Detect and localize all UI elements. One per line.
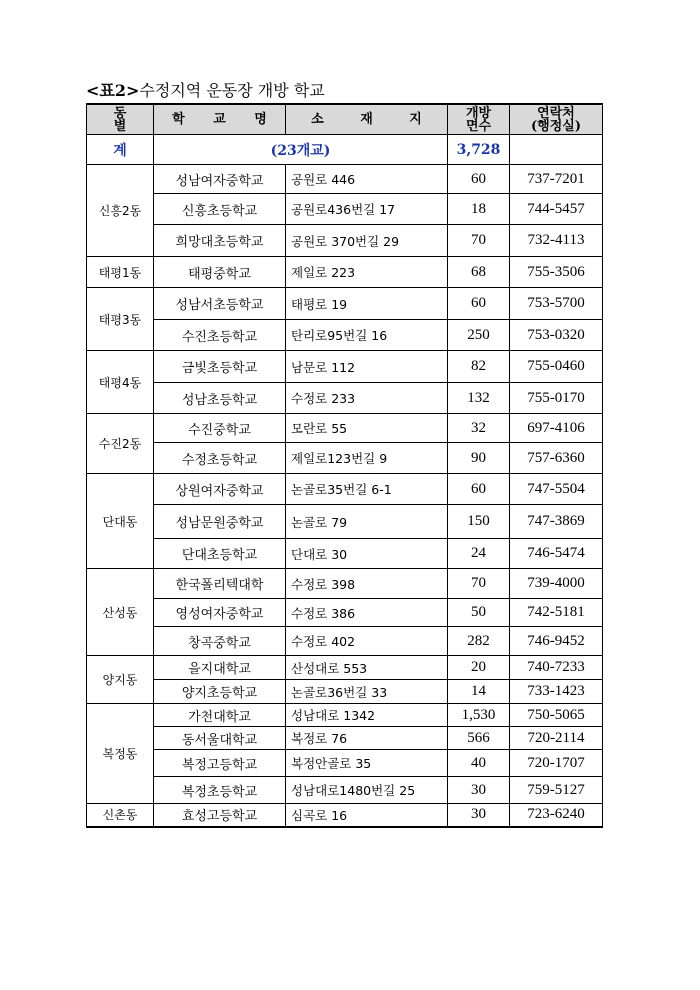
school-cell: 동서울대학교 [154,727,286,750]
school-cell: 금빛초등학교 [154,351,286,383]
phone-cell: 750-5065 [510,704,603,727]
count-cell: 82 [448,351,510,383]
address-cell: 심곡로 16 [286,804,448,827]
school-cell: 한국폴리텍대학 [154,569,286,599]
address-cell: 성남대로 1342 [286,704,448,727]
total-blank [510,135,603,165]
phone-cell: 747-5504 [510,474,603,505]
phone-cell: 755-3506 [510,257,603,288]
phone-cell: 742-5181 [510,599,603,627]
school-cell: 수진초등학교 [154,320,286,351]
address-cell: 태평로 19 [286,288,448,320]
caption-text: 수정지역 운동장 개방 학교 [139,81,325,100]
phone-cell: 733-1423 [510,680,603,704]
school-cell: 효성고등학교 [154,804,286,827]
school-cell: 상원여자중학교 [154,474,286,505]
table-row [87,680,603,704]
phone-cell: 747-3869 [510,505,603,539]
total-label: 계 [87,135,154,165]
count-cell: 68 [448,257,510,288]
dong-cell: 태평4동 [87,351,154,414]
table-row [87,474,603,505]
school-cell: 성남여자중학교 [154,165,286,194]
phone-cell: 755-0170 [510,383,603,414]
phone-cell: 737-7201 [510,165,603,194]
count-cell: 132 [448,383,510,414]
school-cell: 창곡중학교 [154,627,286,656]
header-row [87,104,603,135]
count-cell: 90 [448,443,510,474]
dong-cell: 수진2동 [87,414,154,474]
phone-cell: 744-5457 [510,194,603,225]
school-cell: 성남문원중학교 [154,505,286,539]
table-row [87,194,603,225]
header-contact [510,104,603,135]
table-row [87,351,603,383]
header-count-line2: 면수 [465,118,492,134]
dong-cell: 양지동 [87,656,154,704]
dong-cell: 신흥2동 [87,165,154,257]
count-cell: 250 [448,320,510,351]
dong-cell: 태평1동 [87,257,154,288]
address-cell: 논골로36번길 33 [286,680,448,704]
phone-cell: 697-4106 [510,414,603,443]
address-cell: 공원로 446 [286,165,448,194]
table-row [87,727,603,750]
table-row [87,505,603,539]
dong-cell: 단대동 [87,474,154,569]
table-row [87,599,603,627]
school-cell: 신흥초등학교 [154,194,286,225]
address-cell: 공원로436번길 17 [286,194,448,225]
count-cell: 18 [448,194,510,225]
address-cell: 제일로123번길 9 [286,443,448,474]
total-schools: (23개교) [154,135,448,165]
school-cell: 수진중학교 [154,414,286,443]
table-row [87,320,603,351]
school-cell: 성남서초등학교 [154,288,286,320]
dong-cell: 신촌동 [87,804,154,827]
school-cell: 영성여자중학교 [154,599,286,627]
phone-cell: 720-1707 [510,750,603,777]
dong-cell: 태평3동 [87,288,154,351]
phone-cell: 755-0460 [510,351,603,383]
school-cell: 수정초등학교 [154,443,286,474]
phone-cell: 753-5700 [510,288,603,320]
count-cell: 566 [448,727,510,750]
phone-cell: 753-0320 [510,320,603,351]
count-cell: 70 [448,225,510,257]
count-cell: 60 [448,288,510,320]
address-cell: 공원로 370번길 29 [286,225,448,257]
address-cell: 남문로 112 [286,351,448,383]
header-school: 학 교 명 [154,104,286,135]
school-cell: 태평중학교 [154,257,286,288]
header-contact-line2: (행정실) [531,118,581,134]
count-cell: 40 [448,750,510,777]
table-row [87,165,603,194]
phone-cell: 720-2114 [510,727,603,750]
count-cell: 70 [448,569,510,599]
count-cell: 32 [448,414,510,443]
dong-cell: 산성동 [87,569,154,656]
phone-cell: 740-7233 [510,656,603,680]
table-row [87,257,603,288]
phone-cell: 723-6240 [510,804,603,827]
phone-cell: 757-6360 [510,443,603,474]
table-row [87,288,603,320]
total-count: 3,728 [448,135,510,165]
phone-cell: 739-4000 [510,569,603,599]
address-cell: 수정로 386 [286,599,448,627]
header-count [448,104,510,135]
caption-prefix: <표2> [86,81,140,100]
school-table [86,103,603,828]
header-count-line1: 개방 [465,105,492,121]
school-cell: 희망대초등학교 [154,225,286,257]
count-cell: 60 [448,474,510,505]
header-address: 소 재 지 [286,104,448,135]
address-cell: 산성대로 553 [286,656,448,680]
count-cell: 1,530 [448,704,510,727]
count-cell: 30 [448,804,510,827]
phone-cell: 732-4113 [510,225,603,257]
table-row [87,383,603,414]
count-cell: 14 [448,680,510,704]
count-cell: 30 [448,777,510,804]
dong-cell: 복정동 [87,704,154,804]
school-cell: 복정고등학교 [154,750,286,777]
school-cell: 성남초등학교 [154,383,286,414]
table-row [87,777,603,804]
address-cell: 논골로35번길 6-1 [286,474,448,505]
address-cell: 복정로 76 [286,727,448,750]
school-cell: 을지대학교 [154,656,286,680]
school-cell: 단대초등학교 [154,539,286,569]
school-cell: 양지초등학교 [154,680,286,704]
count-cell: 20 [448,656,510,680]
table-row [87,539,603,569]
school-cell: 복정초등학교 [154,777,286,804]
table-row [87,443,603,474]
header-contact-line1: 연락처 [537,105,575,121]
address-cell: 단대로 30 [286,539,448,569]
address-cell: 성남대로1480번길 25 [286,777,448,804]
header-dong: 동 별 [87,104,154,135]
address-cell: 수정로 233 [286,383,448,414]
address-cell: 탄리로95번길 16 [286,320,448,351]
count-cell: 60 [448,165,510,194]
table-row [87,656,603,680]
table-row [87,225,603,257]
address-cell: 복정안골로 35 [286,750,448,777]
table-row [87,414,603,443]
count-cell: 150 [448,505,510,539]
table-caption [86,78,325,101]
address-cell: 수정로 398 [286,569,448,599]
count-cell: 282 [448,627,510,656]
table-row [87,804,603,827]
address-cell: 수정로 402 [286,627,448,656]
phone-cell: 759-5127 [510,777,603,804]
phone-cell: 746-9452 [510,627,603,656]
table-row [87,704,603,727]
phone-cell: 746-5474 [510,539,603,569]
count-cell: 50 [448,599,510,627]
school-cell: 가천대학교 [154,704,286,727]
table-row [87,569,603,599]
address-cell: 모란로 55 [286,414,448,443]
address-cell: 논골로 79 [286,505,448,539]
count-cell: 24 [448,539,510,569]
table-row [87,750,603,777]
address-cell: 제일로 223 [286,257,448,288]
table-row [87,627,603,656]
total-row [87,135,603,165]
